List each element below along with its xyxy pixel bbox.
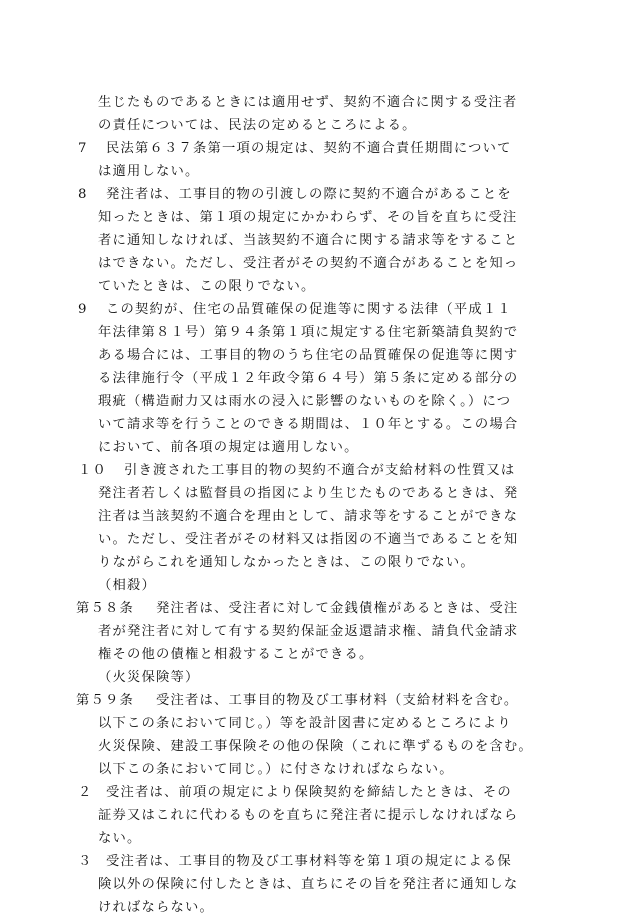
text-line: い。ただし、受注者がその材料又は指図の不適当であることを知 (98, 532, 519, 547)
text-line: 生じたものであるときには適用せず、契約不適合に関する受注者 (98, 95, 518, 110)
text-line: 引き渡された工事目的物の契約不適合が支給材料の性質又は (124, 463, 516, 478)
text-line: はできない。ただし、受注者がその契約不適合があることを知っ (98, 256, 519, 271)
text-line: る法律施行令（平成１２年政令第６４号）第５条に定める部分の (98, 371, 519, 386)
text-line: この契約が、住宅の品質確保の促進等に関する法律（平成１１ (106, 302, 512, 317)
text-line: ければならない。 (98, 900, 214, 915)
clause-9 (78, 298, 558, 459)
paragraph-number: ２ (78, 785, 93, 800)
text-line: ていたときは、この限りでない。 (98, 279, 316, 294)
article-59-paragraph-3 (78, 850, 558, 919)
text-line: 証券又はこれに代わるものを直ちに発注者に提示しなければなら (98, 808, 519, 823)
text-line: ある場合には、工事目的物のうち住宅の品質確保の促進等に関す (98, 348, 519, 363)
text-line: 権その他の債権と相殺することができる。 (98, 647, 374, 662)
text-line: 発注者は、工事目的物の引渡しの際に契約不適合があることを (106, 187, 512, 202)
text-line: 者が発注者に対して有する契約保証金返還請求権、請負代金請求 (98, 624, 519, 639)
text-line: は適用しない。 (98, 164, 200, 179)
clause-number: 9 (78, 302, 88, 317)
paragraph-number: ３ (78, 854, 93, 869)
article-number: 第５８条 (76, 601, 134, 616)
article-heading: （相殺） (98, 578, 156, 593)
text-line: 受注者は、前項の規定により保険契約を締結したときは、その (106, 785, 512, 800)
clause-number: １０ (78, 463, 107, 478)
clause-number: 8 (78, 187, 88, 202)
text-line: において、前各項の規定は適用しない。 (98, 440, 359, 455)
article-59-paragraph-2 (78, 781, 558, 850)
text-line: 民法第６３７条第一項の規定は、契約不適合責任期間について (106, 141, 512, 156)
text-line: 火災保険、建設工事保険その他の保険（これに準ずるものを含む。 (98, 739, 533, 754)
contract-text (78, 91, 558, 919)
text-line: いて請求等を行うことのできる期間は、１０年とする。この場合 (98, 417, 519, 432)
text-line: 注者は当該契約不適合を理由として、請求等をすることができな (98, 509, 519, 524)
article-59 (78, 666, 558, 781)
text-line: 瑕疵（構造耐力又は雨水の浸入に影響のないものを除く。）につ (98, 394, 512, 409)
clause-10 (78, 459, 558, 574)
text-line: 以下この条において同じ。）に付さなければならない。 (98, 762, 454, 777)
clause-continuation (78, 91, 558, 137)
clause-7 (78, 137, 558, 183)
text-line: りながらこれを通知しなかったときは、この限りでない。 (98, 555, 475, 570)
text-line: 年法律第８１号）第９４条第１項に規定する住宅新築請負契約で (98, 325, 519, 340)
clause-number: 7 (78, 141, 88, 156)
article-number: 第５９条 (76, 693, 134, 708)
text-line: 受注者は、工事目的物及び工事材料（支給材料を含む。 (156, 693, 519, 708)
text-line: 以下この条において同じ。）等を設計図書に定めるところにより (98, 716, 512, 731)
text-line: 険以外の保険に付したときは、直ちにその旨を発注者に通知しな (98, 877, 519, 892)
clause-8 (78, 183, 558, 298)
text-line: 知ったときは、第１項の規定にかかわらず、その旨を直ちに受注 (98, 210, 518, 225)
text-line: 発注者は、受注者に対して金銭債権があるときは、受注 (156, 601, 519, 616)
text-line: 発注者若しくは監督員の指図により生じたものであるときは、発 (98, 486, 519, 501)
text-line: 者に通知しなければ、当該契約不適合に関する請求等をすること (98, 233, 519, 248)
text-line: ない。 (98, 831, 142, 846)
text-line: 受注者は、工事目的物及び工事材料等を第１項の規定による保 (106, 854, 512, 869)
article-58 (78, 574, 558, 666)
text-line: の責任については、民法の定めるところによる。 (98, 118, 417, 133)
article-heading: （火災保険等） (98, 670, 200, 685)
